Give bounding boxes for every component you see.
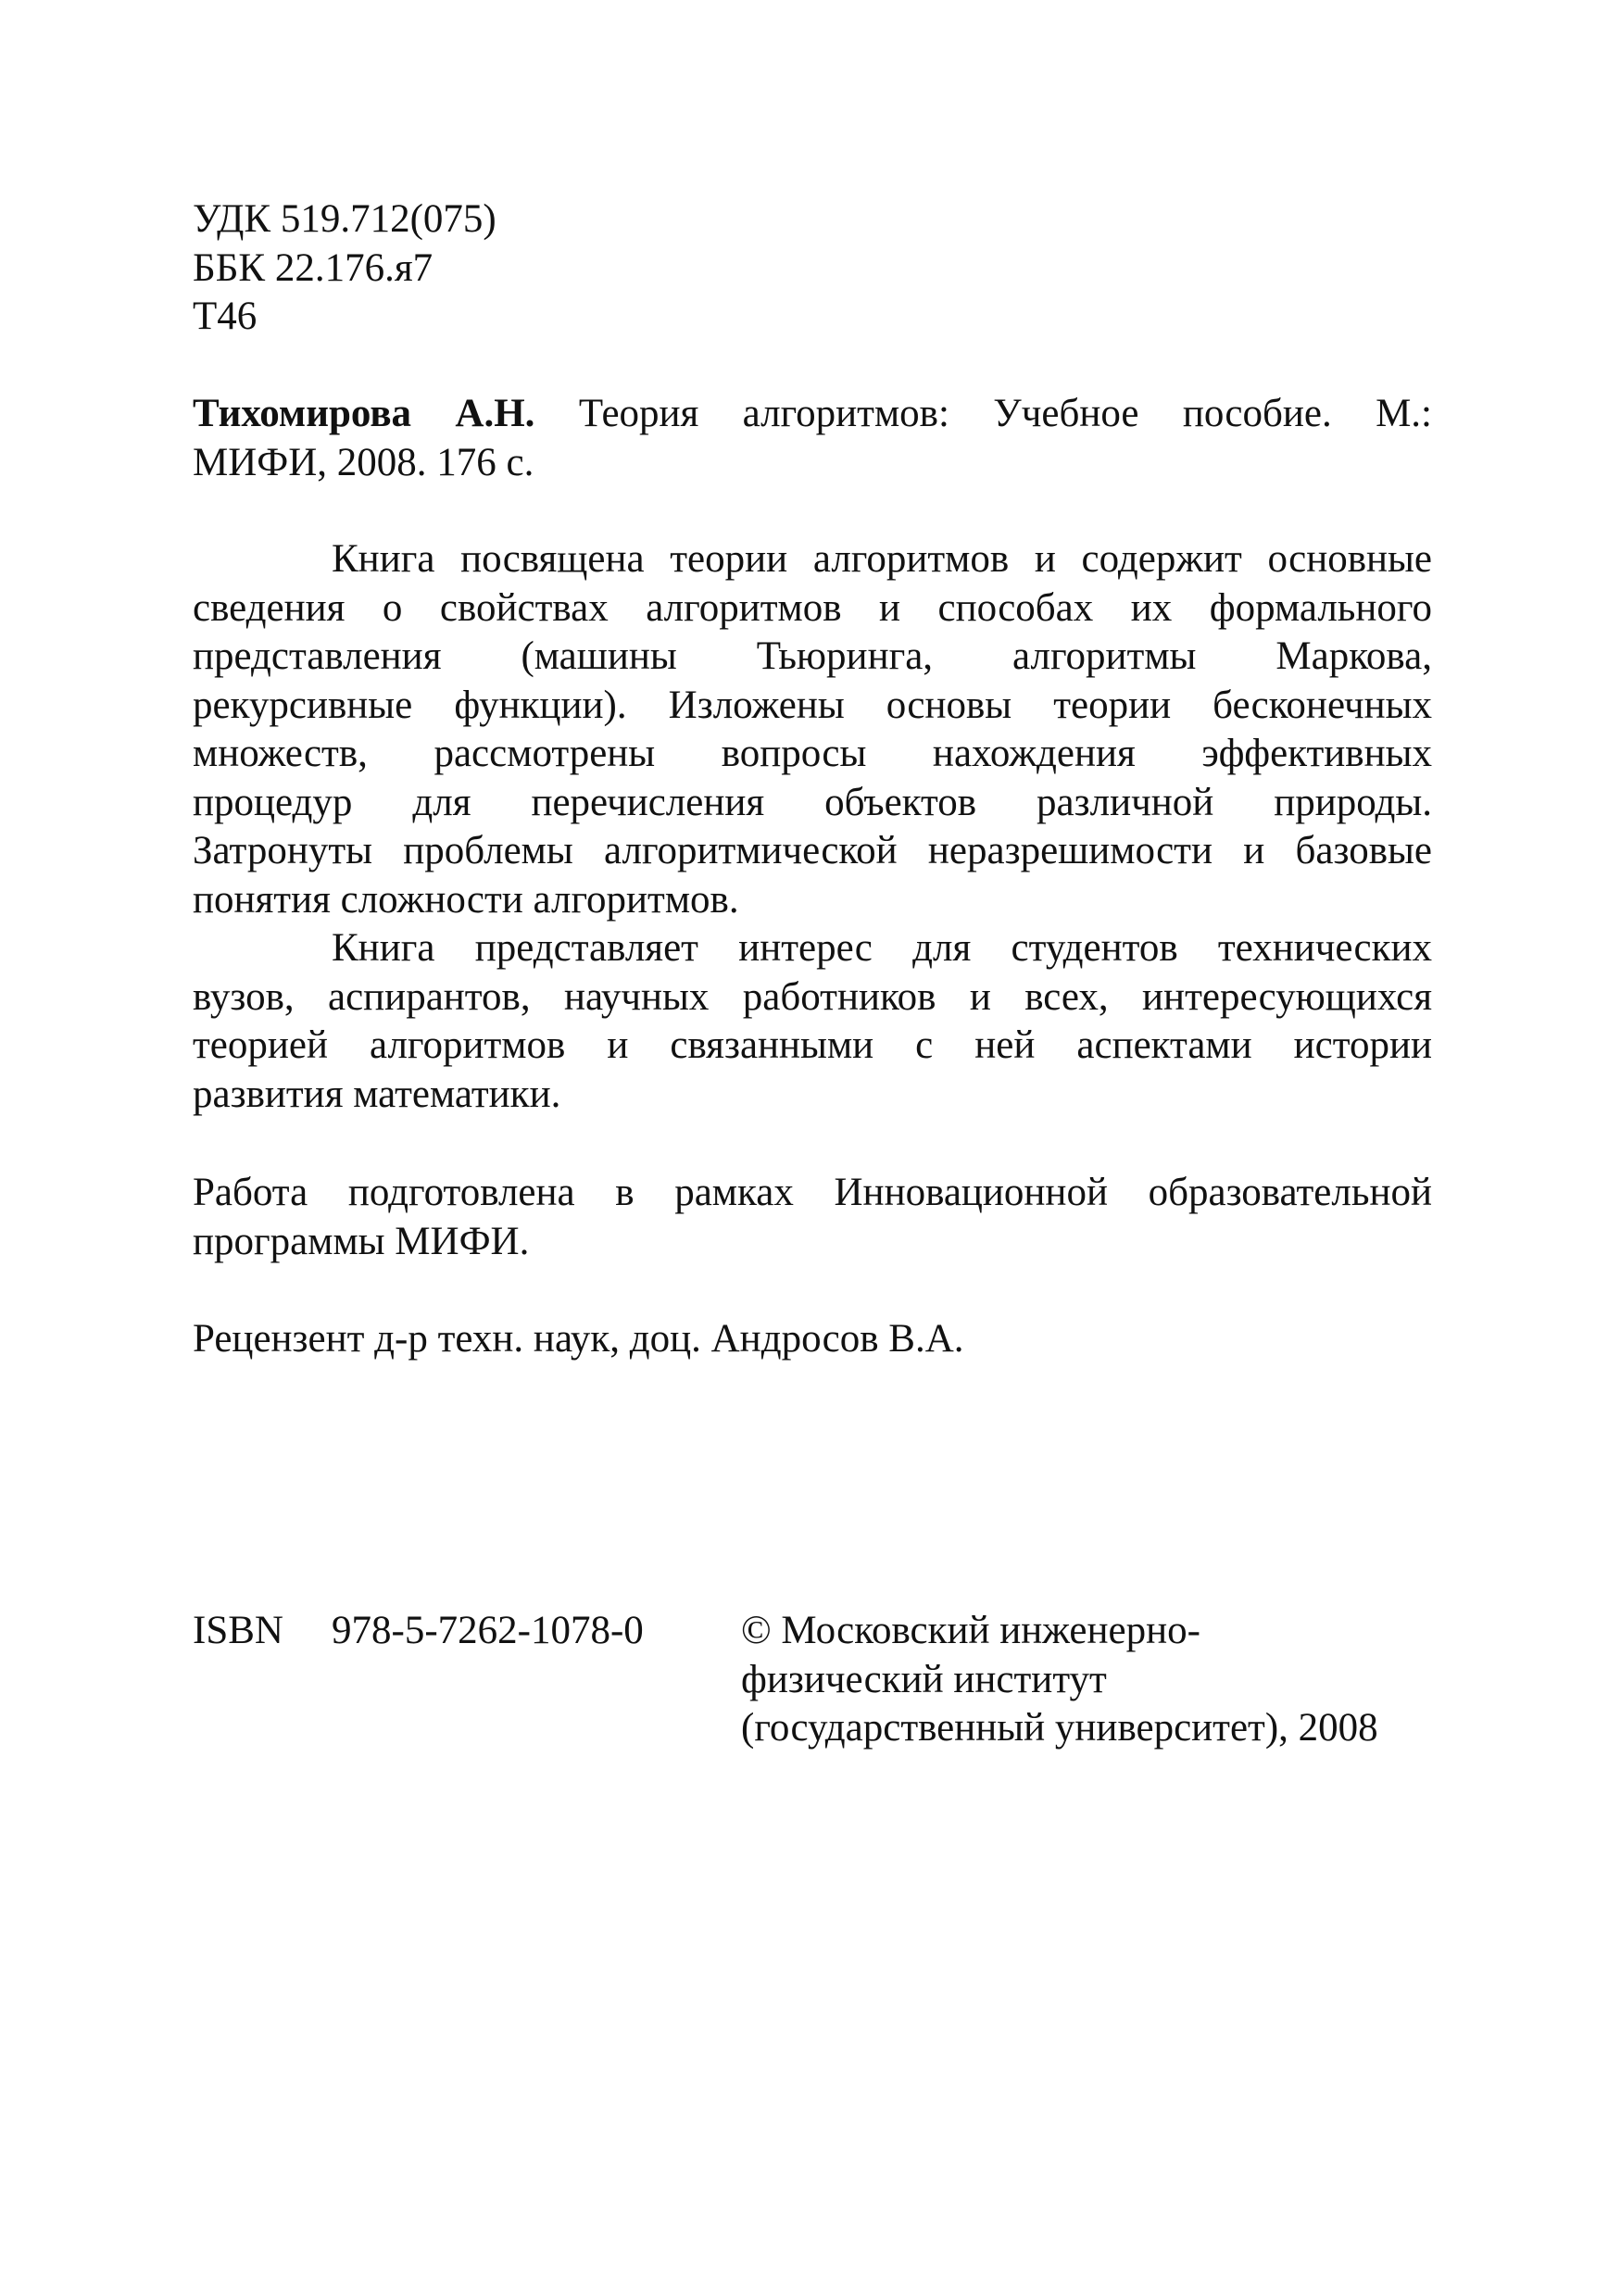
- reviewer-text: Рецензент д-р техн. наук, доц. Андросов В.А.: [193, 1317, 964, 1361]
- annotation-line: теорией алгоритмов и связанными с ней аспектами истории: [193, 1023, 1432, 1067]
- reviewer: [193, 1315, 1432, 1364]
- copyright-line-1: © Московский инженерно-: [741, 1609, 1200, 1652]
- isbn-label: ISBN: [193, 1609, 283, 1652]
- isbn-number: 978-5-7262-1078-0: [332, 1609, 644, 1652]
- citation-line-1: [193, 390, 1432, 439]
- classification-codes: [193, 195, 1432, 342]
- copyright-line-3: (государственный университет), 2008: [741, 1706, 1378, 1750]
- annotation-line: понятия сложности алгоритмов.: [193, 877, 739, 922]
- annotation-line: Книга представляет интерес для студентов технических: [332, 926, 1432, 970]
- citation-title: Теория алгоритмов: Учебное пособие. М.:: [578, 392, 1433, 435]
- annotation-line: Затронуты проблемы алгоритмической неразрешимости и базовые: [193, 829, 1432, 872]
- citation-line-2: МИФИ, 2008. 176 с.: [193, 440, 534, 484]
- annotation-line: Книга посвящена теории алгоритмов и содержит основные: [332, 537, 1432, 581]
- annotation-line: вузов, аспирантов, научных работников и всех, интересующихся: [193, 974, 1432, 1019]
- citation-author: Тихомирова А.Н.: [193, 392, 535, 435]
- annotation-line: процедур для перечисления объектов различной природы.: [193, 780, 1432, 824]
- udk-code: УДК 519.712(075): [193, 197, 496, 241]
- program-note: [193, 1169, 1432, 1266]
- copyright-line-2: физический институт: [741, 1657, 1107, 1701]
- bibliographic-citation: [193, 390, 1432, 487]
- bbk-code: ББК 22.176.я7: [193, 245, 434, 290]
- author-mark: Т46: [193, 295, 258, 338]
- program-note-line-1: Работа подготовлена в рамках Инновационной образовательной: [193, 1171, 1432, 1214]
- annotation-line: множеств, рассмотрены вопросы нахождения эффективных: [193, 732, 1432, 775]
- annotation-line: рекурсивные функции). Изложены основы теории бесконечных: [193, 683, 1432, 727]
- annotation-line: развития математики.: [193, 1072, 561, 1116]
- annotation-line: представления (машины Тьюринга, алгоритмы Маркова,: [193, 634, 1432, 678]
- annotation: [193, 535, 1432, 1119]
- program-note-line-2: программы МИФИ.: [193, 1219, 530, 1263]
- copyright-notice: [741, 1607, 1378, 1753]
- annotation-line: сведения о свойствах алгоритмов и способах их формального: [193, 585, 1432, 630]
